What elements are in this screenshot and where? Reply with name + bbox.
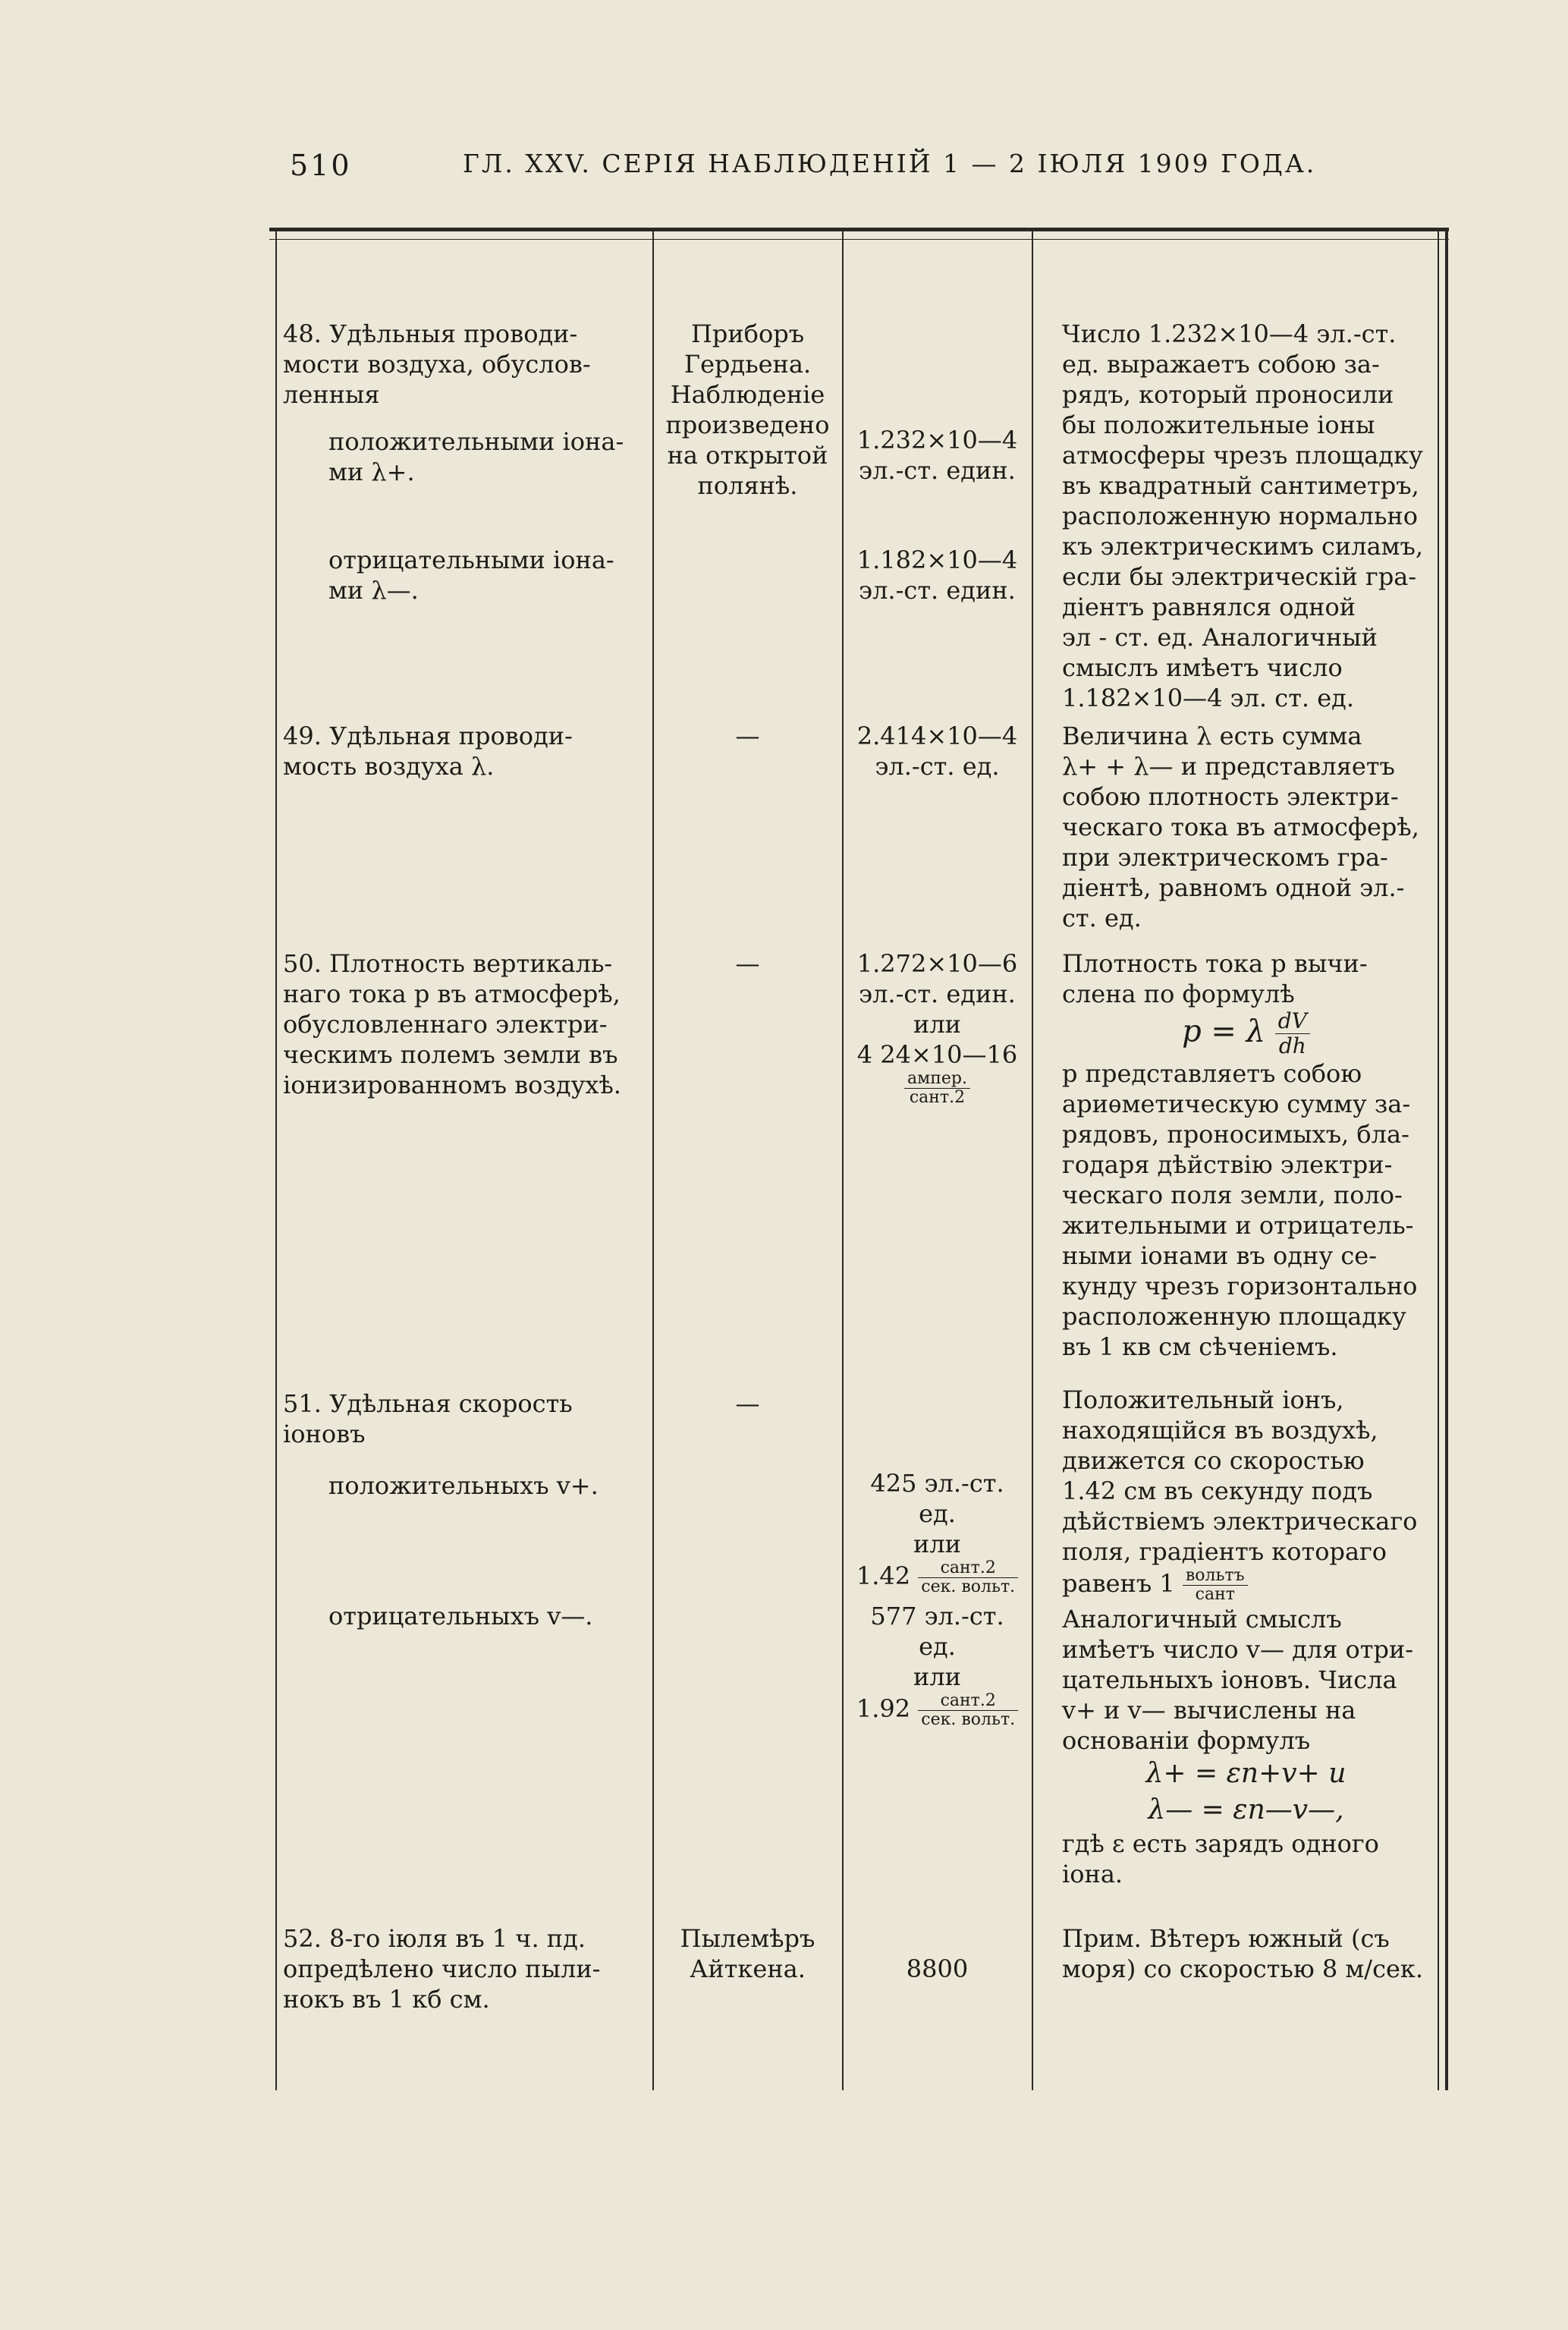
fraction-numerator: сант.2 bbox=[918, 1692, 1018, 1711]
text-line: Аналогичный смыслъ bbox=[1062, 1605, 1342, 1634]
text-line: рядъ, который проносили bbox=[1062, 380, 1394, 409]
fraction-numerator: вольтъ bbox=[1183, 1567, 1248, 1586]
text-line: 51. Удѣльная скорость bbox=[283, 1389, 573, 1418]
page-number: 510 bbox=[290, 149, 352, 182]
text-line: ными іонами въ одну се- bbox=[1062, 1241, 1377, 1270]
text-line: іонизированномъ воздухѣ. bbox=[283, 1071, 621, 1099]
value-coefficient: 1.92 bbox=[856, 1694, 911, 1723]
text-line: мость воздуха λ. bbox=[283, 752, 495, 781]
text-line: 1.42 см въ секунду подъ bbox=[1062, 1476, 1373, 1505]
text-line: бы положительные іоны bbox=[1062, 410, 1375, 439]
row-51-positive: положительныхъ v+. bbox=[328, 1471, 599, 1500]
unit-fraction bbox=[918, 1559, 1018, 1596]
row-52-note bbox=[1062, 1923, 1430, 1984]
text-line: ариѳметическую сумму за- bbox=[1062, 1090, 1411, 1118]
text-line: мости воздуха, обуслов- bbox=[283, 350, 591, 379]
text-line: ческаго поля земли, поло- bbox=[1062, 1181, 1403, 1209]
text-line: Величина λ есть сумма bbox=[1062, 722, 1362, 750]
text-line: смыслъ имѣетъ число bbox=[1062, 653, 1343, 682]
formula: λ+ = εn+v+ и bbox=[1145, 1758, 1346, 1789]
text-line: ленныя bbox=[283, 380, 380, 409]
text-line: Айткена. bbox=[690, 1954, 806, 1983]
text-line: іона. bbox=[1062, 1860, 1123, 1888]
text-line: эл - ст. ед. Аналогичный bbox=[1062, 623, 1378, 652]
formula-fraction bbox=[1275, 1009, 1310, 1058]
row-51-name bbox=[283, 1388, 647, 1449]
table-rule bbox=[275, 231, 277, 2090]
text-line: іоновъ bbox=[283, 1420, 366, 1448]
row-49-value bbox=[848, 721, 1026, 781]
text-line: обусловленнаго электри- bbox=[283, 1010, 608, 1039]
text-line: основаніи формулъ bbox=[1062, 1726, 1311, 1755]
text-line: 1.182×10—4 эл. ст. ед. bbox=[1062, 684, 1355, 712]
text-line: діентѣ, равномъ одной эл.- bbox=[1062, 873, 1405, 902]
text-line: произведено bbox=[665, 410, 830, 439]
unit-fraction bbox=[918, 1692, 1018, 1729]
row-50-value bbox=[848, 948, 1026, 1107]
text-line: рядовъ, проносимыхъ, бла- bbox=[1062, 1120, 1409, 1149]
text-line: эл.-ст. един. bbox=[859, 456, 1016, 485]
text-line: 577 эл.-ст. ед. bbox=[870, 1602, 1004, 1661]
text-line: 1.182×10—4 bbox=[856, 546, 1018, 574]
text-line: 48. Удѣльныя проводи- bbox=[283, 319, 578, 348]
text-line: поля, градіентъ котораго bbox=[1062, 1537, 1387, 1566]
text-line: 52. 8-го іюля въ 1 ч. пд. bbox=[283, 1924, 586, 1953]
row-51-value-negative bbox=[848, 1601, 1026, 1729]
text-line: ед. выражаетъ собою за- bbox=[1062, 350, 1380, 379]
row-51-negative: отрицательныхъ v—. bbox=[328, 1602, 593, 1630]
text-line: Плотность тока p вычи- bbox=[1062, 949, 1368, 978]
text-line: Прим. Вѣтеръ южный (съ bbox=[1062, 1924, 1390, 1953]
text-line: при электрическомъ гра- bbox=[1062, 843, 1388, 872]
table-rule bbox=[1032, 231, 1033, 2090]
formula: λ— = εn—v—, bbox=[1148, 1794, 1344, 1825]
table-rule bbox=[842, 231, 844, 2090]
text-line: 1.232×10—4 bbox=[856, 426, 1018, 454]
text-line: дѣйствіемъ электрическаго bbox=[1062, 1507, 1418, 1536]
row-49-name bbox=[283, 721, 647, 781]
text-line: 49. Удѣльная проводи- bbox=[283, 722, 573, 750]
row-49-instrument: — bbox=[735, 722, 760, 750]
text-line: или bbox=[913, 1010, 961, 1039]
text-line: ст. ед. bbox=[1062, 904, 1142, 932]
row-52-value: 8800 bbox=[906, 1954, 969, 1983]
row-51-instrument: — bbox=[735, 1389, 760, 1418]
text-line: эл.-ст. един. bbox=[859, 576, 1016, 605]
text-line: или bbox=[913, 1530, 961, 1558]
text-line: гдѣ ε есть зарядъ одного bbox=[1062, 1829, 1379, 1858]
text-line: эл.-ст. ед. bbox=[875, 752, 1000, 781]
text-line: цательныхъ іоновъ. Числа bbox=[1062, 1665, 1397, 1694]
gradient-prefix: равенъ 1 bbox=[1062, 1569, 1175, 1598]
text-line: въ 1 кв см сѣченіемъ. bbox=[1062, 1332, 1338, 1361]
text-line: находящійся въ воздухѣ, bbox=[1062, 1416, 1378, 1445]
fraction-denominator: сант.2 bbox=[909, 1088, 966, 1107]
running-title: ГЛ. XXV. СЕРІЯ НАБЛЮДЕНІЙ 1 — 2 ІЮЛЯ 1909 ГОДА. bbox=[463, 149, 1317, 178]
value-coefficient: 1.42 bbox=[856, 1561, 911, 1590]
text-line: имѣетъ число v— для отри- bbox=[1062, 1635, 1414, 1664]
text-line: наго тока p въ атмосферѣ, bbox=[283, 979, 621, 1008]
row-49-note bbox=[1062, 721, 1430, 933]
text-line: расположенную нормально bbox=[1062, 502, 1418, 530]
text-line: собою плотность электри- bbox=[1062, 782, 1399, 811]
text-line: 4 24×10—16 bbox=[856, 1040, 1018, 1069]
text-line: движется со скоростью bbox=[1062, 1446, 1365, 1475]
row-48-value-negative bbox=[848, 545, 1026, 605]
text-line: положительными іона- bbox=[328, 427, 624, 456]
text-line: ми λ—. bbox=[328, 576, 419, 605]
gradient-line bbox=[1062, 1567, 1430, 1604]
text-line: моря) со скоростью 8 м/сек. bbox=[1062, 1954, 1424, 1983]
text-line: Пылемѣръ bbox=[680, 1924, 815, 1953]
text-line: жительными и отрицатель- bbox=[1062, 1211, 1414, 1240]
text-line: Приборъ bbox=[690, 319, 805, 348]
text-line: діентъ равнялся одной bbox=[1062, 593, 1356, 621]
unit-fraction bbox=[904, 1070, 970, 1107]
text-line: λ+ + λ— и представляетъ bbox=[1062, 752, 1395, 781]
text-line: Гердьена. bbox=[683, 350, 812, 379]
formula-left: p = λ bbox=[1182, 1014, 1266, 1049]
text-line: опредѣлено число пыли- bbox=[283, 1954, 601, 1983]
text-line: Положительный іонъ, bbox=[1062, 1385, 1344, 1414]
fraction-denominator: сант bbox=[1195, 1585, 1235, 1604]
table-rule bbox=[1438, 231, 1439, 2090]
row-48-note bbox=[1062, 319, 1430, 713]
row-52-instrument bbox=[658, 1923, 837, 1984]
text-line: v+ и v— вычислены на bbox=[1062, 1696, 1356, 1725]
row-51-value-positive bbox=[848, 1468, 1026, 1596]
row-50-instrument: — bbox=[735, 949, 760, 978]
text-line: нокъ въ 1 кб см. bbox=[283, 1985, 490, 2014]
unit-fraction bbox=[1183, 1567, 1248, 1604]
value-with-unit bbox=[848, 1559, 1026, 1596]
text-line: Наблюденіе bbox=[670, 380, 825, 409]
text-line: полянѣ. bbox=[697, 471, 798, 500]
row-51-note bbox=[1062, 1385, 1430, 1889]
text-line: на открытой bbox=[667, 441, 828, 470]
text-line: эл.-ст. един. bbox=[859, 979, 1016, 1008]
table-rule bbox=[652, 231, 654, 2090]
text-line: въ квадратный сантиметръ, bbox=[1062, 471, 1419, 500]
text-line: отрицательными іона- bbox=[328, 546, 614, 574]
fraction-denominator: сек. вольт. bbox=[921, 1577, 1016, 1596]
text-line: 425 эл.-ст. ед. bbox=[870, 1469, 1004, 1528]
row-48-instrument bbox=[658, 319, 837, 501]
text-line: къ электрическимъ силамъ, bbox=[1062, 532, 1424, 561]
text-line: p представляетъ собою bbox=[1062, 1059, 1362, 1088]
table-rule bbox=[1445, 231, 1448, 2090]
fraction-numerator: ампер. bbox=[904, 1070, 970, 1089]
row-48-negative bbox=[283, 545, 693, 605]
text-line: годаря дѣйствію электри- bbox=[1062, 1150, 1393, 1179]
text-line: если бы электрическій гра- bbox=[1062, 562, 1417, 591]
text-line: ческимъ полемъ земли въ bbox=[283, 1040, 618, 1069]
fraction-numerator: сант.2 bbox=[918, 1559, 1018, 1578]
text-line: или bbox=[913, 1662, 961, 1691]
row-48-positive bbox=[283, 426, 693, 487]
formula bbox=[1062, 1009, 1430, 1058]
fraction-numerator: dV bbox=[1275, 1009, 1310, 1034]
text-line: расположенную площадку bbox=[1062, 1302, 1406, 1331]
text-line: ми λ+. bbox=[328, 458, 415, 486]
row-50-name bbox=[283, 948, 647, 1100]
text-line: кунду чрезъ горизонтально bbox=[1062, 1272, 1418, 1300]
text-line: 1.272×10—6 bbox=[856, 949, 1018, 978]
text-line: атмосферы чрезъ площадку bbox=[1062, 441, 1423, 470]
fraction-denominator: сек. вольт. bbox=[921, 1710, 1016, 1729]
fraction-denominator: dh bbox=[1278, 1033, 1306, 1058]
row-50-note bbox=[1062, 948, 1430, 1362]
row-48-name bbox=[283, 319, 647, 410]
text-line: 2.414×10—4 bbox=[856, 722, 1018, 750]
value-with-unit bbox=[848, 1692, 1026, 1729]
text-line: Число 1.232×10—4 эл.-ст. bbox=[1062, 319, 1397, 348]
row-48-value-positive bbox=[848, 425, 1026, 486]
text-line: ческаго тока въ атмосферѣ, bbox=[1062, 813, 1419, 841]
text-line: слена по формулѣ bbox=[1062, 979, 1295, 1008]
row-52-name bbox=[283, 1923, 647, 2014]
text-line: 50. Плотность вертикаль- bbox=[283, 949, 613, 978]
